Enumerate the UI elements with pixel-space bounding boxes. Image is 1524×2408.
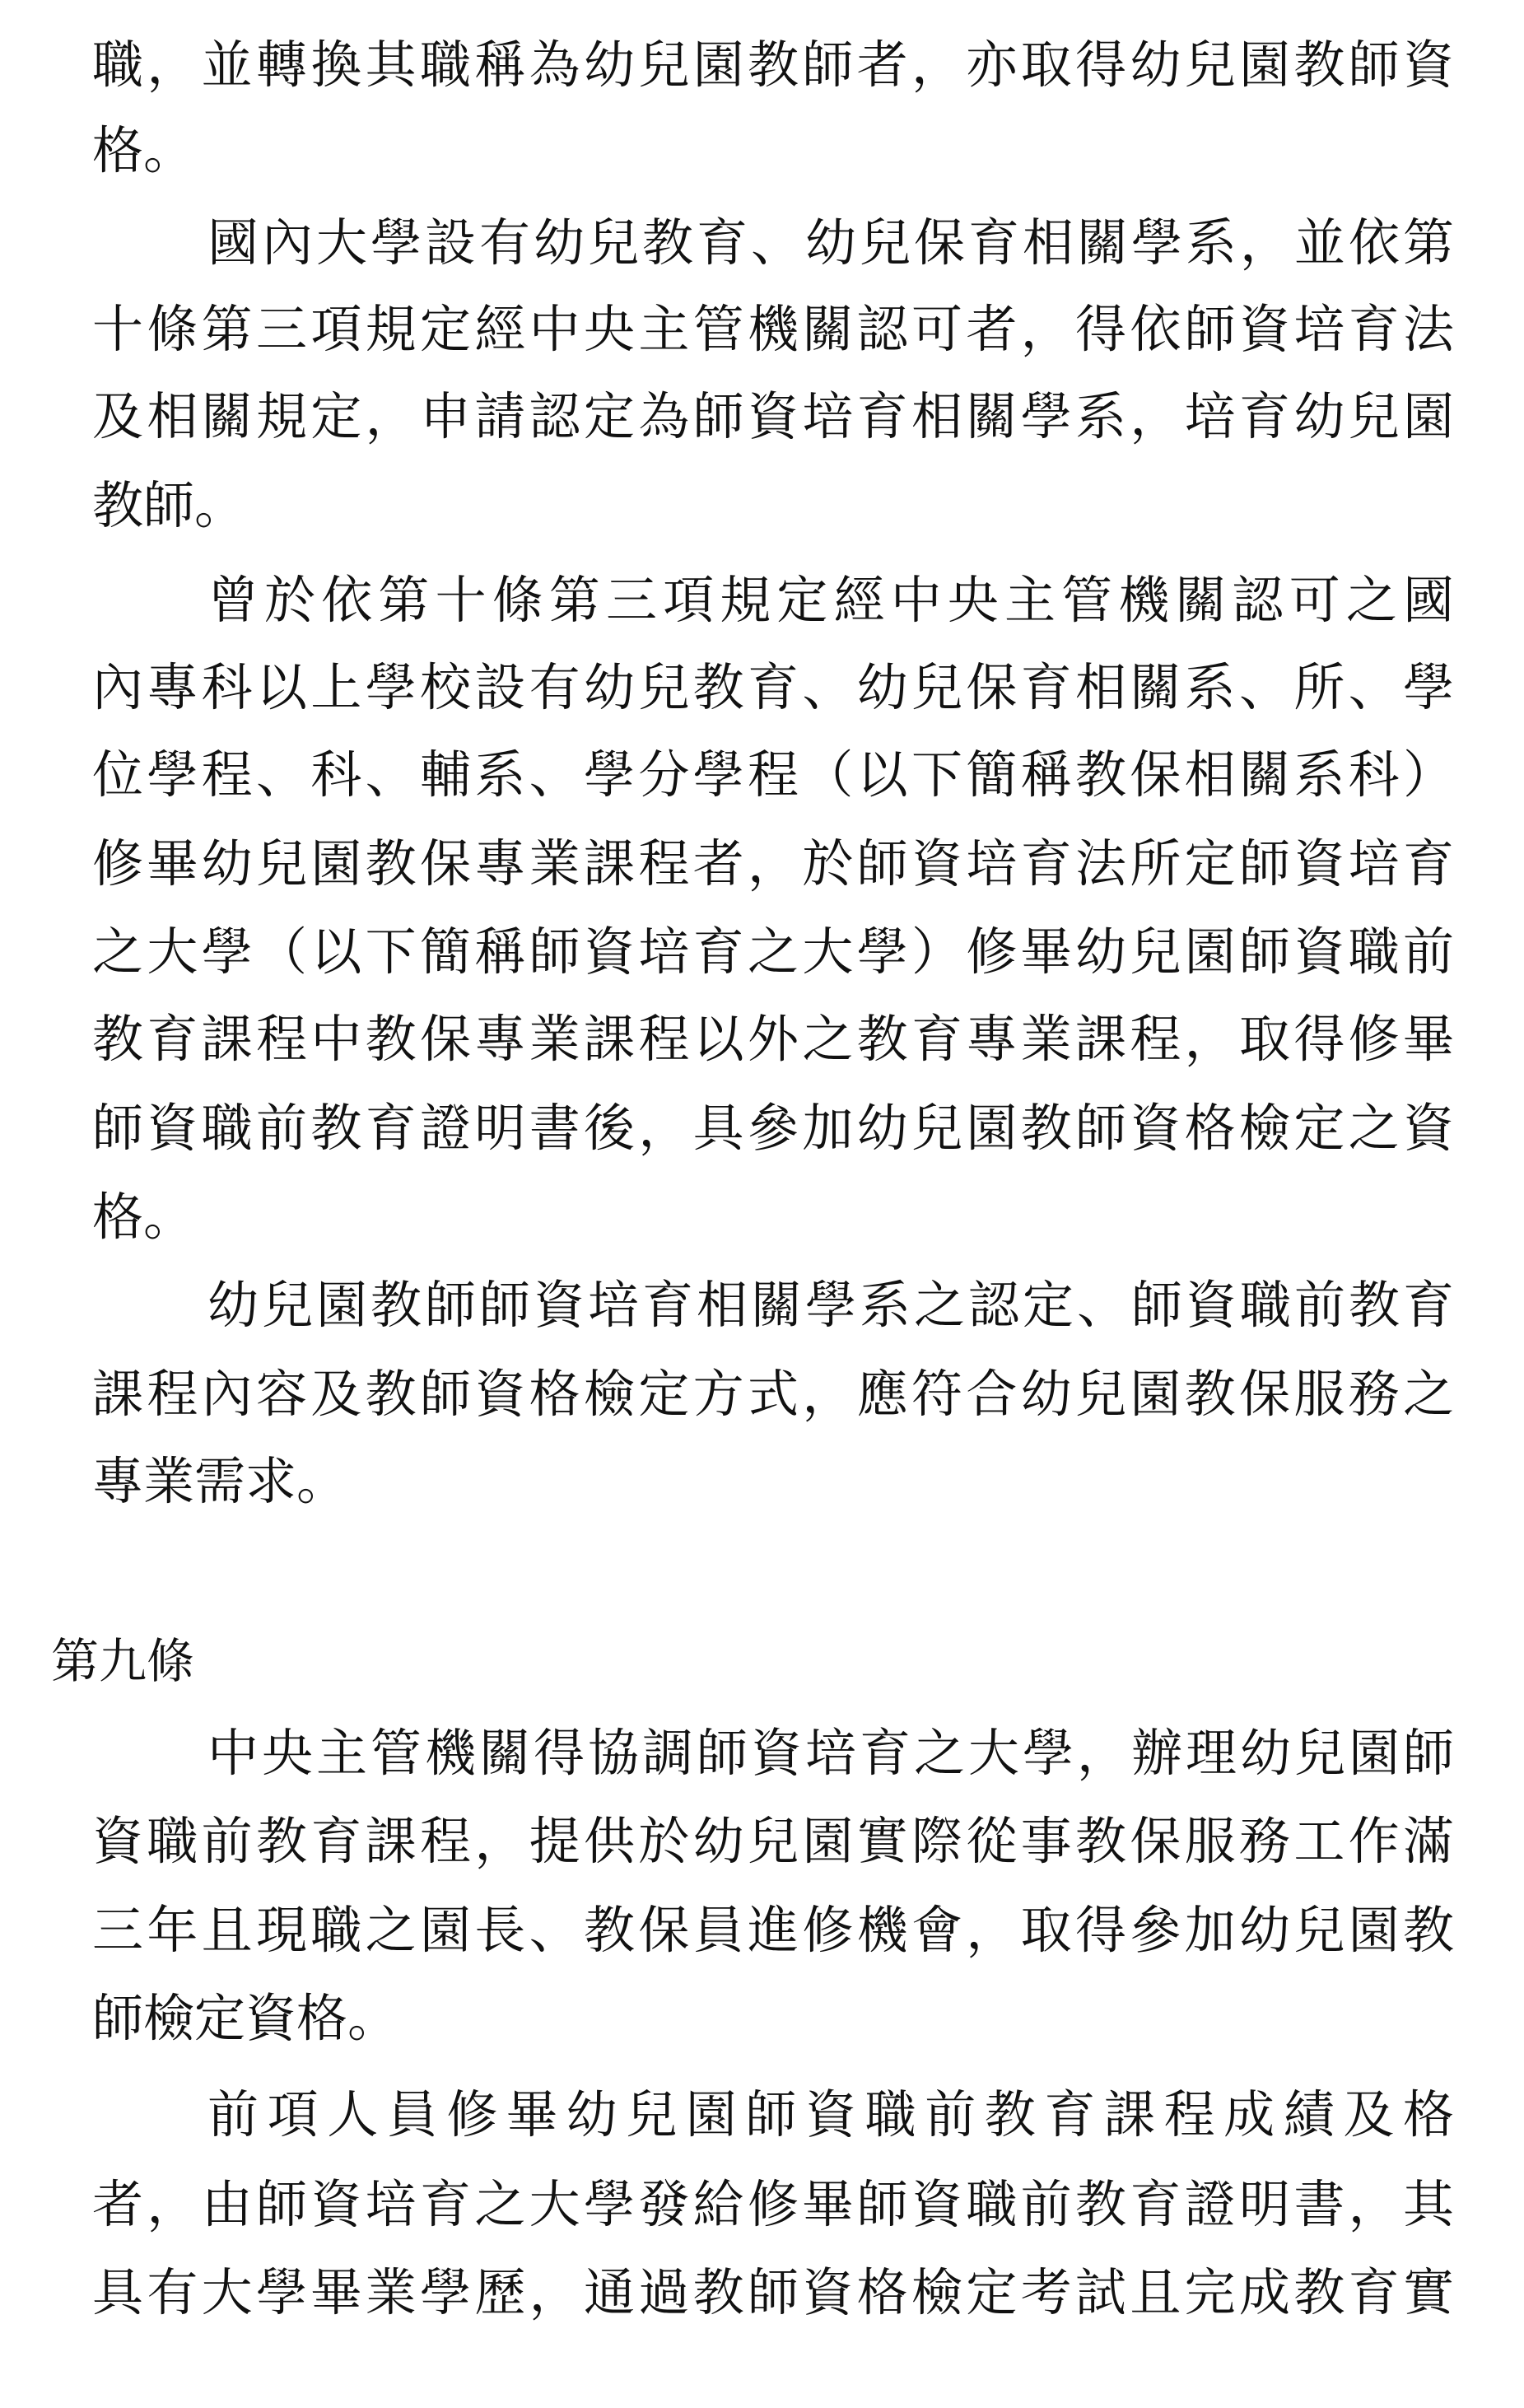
text-line: 師資職前教育證明書後，具參加幼兒園教師資格檢定之資 xyxy=(92,1098,1454,1158)
text-line: 前項人員修畢幼兒園師資職前教育課程成績及格 xyxy=(207,2084,1454,2144)
text-line: 課程內容及教師資格檢定方式，應符合幼兒園教保服務之 xyxy=(92,1364,1454,1424)
text-line: 教育課程中教保專業課程以外之教育專業課程，取得修畢 xyxy=(92,1009,1454,1069)
text-line: 十條第三項規定經中央主管機關認可者，得依師資培育法 xyxy=(92,299,1454,359)
text-line: 專業需求。 xyxy=(92,1451,348,1511)
text-line: 及相關規定，申請認定為師資培育相關學系，培育幼兒園 xyxy=(92,386,1454,446)
text-line: 職，並轉換其職稱為幼兒園教師者，亦取得幼兒園教師資 xyxy=(92,35,1454,95)
text-line: 教師。 xyxy=(92,475,246,535)
text-line: 幼兒園教師師資培育相關學系之認定、師資職前教育 xyxy=(207,1275,1454,1335)
text-line: 之大學（以下簡稱師資培育之大學）修畢幼兒園師資職前 xyxy=(92,922,1454,982)
text-line: 者，由師資培育之大學發給修畢師資職前教育證明書，其 xyxy=(92,2174,1454,2234)
article-heading: 第九條 xyxy=(51,1633,195,1689)
text-line: 師檢定資格。 xyxy=(92,1988,399,2048)
text-line: 格。 xyxy=(92,1187,195,1247)
text-line: 修畢幼兒園教保專業課程者，於師資培育法所定師資培育 xyxy=(92,833,1454,894)
text-line: 格。 xyxy=(92,120,195,180)
text-line: 曾於依第十條第三項規定經中央主管機關認可之國 xyxy=(207,570,1454,630)
text-line: 具有大學畢業學歷，通過教師資格檢定考試且完成教育實 xyxy=(92,2262,1454,2322)
text-line: 資職前教育課程，提供於幼兒園實際從事教保服務工作滿 xyxy=(92,1811,1454,1871)
text-line: 三年且現職之園長、教保員進修機會，取得參加幼兒園教 xyxy=(92,1900,1454,1960)
text-line: 位學程、科、輔系、學分學程（以下簡稱教保相關系科） xyxy=(92,744,1454,805)
text-line: 內專科以上學校設有幼兒教育、幼兒保育相關系、所、學 xyxy=(92,657,1454,717)
text-line: 中央主管機關得協調師資培育之大學，辦理幼兒園師 xyxy=(207,1723,1454,1783)
text-line: 國內大學設有幼兒教育、幼兒保育相關學系，並依第 xyxy=(207,212,1454,273)
